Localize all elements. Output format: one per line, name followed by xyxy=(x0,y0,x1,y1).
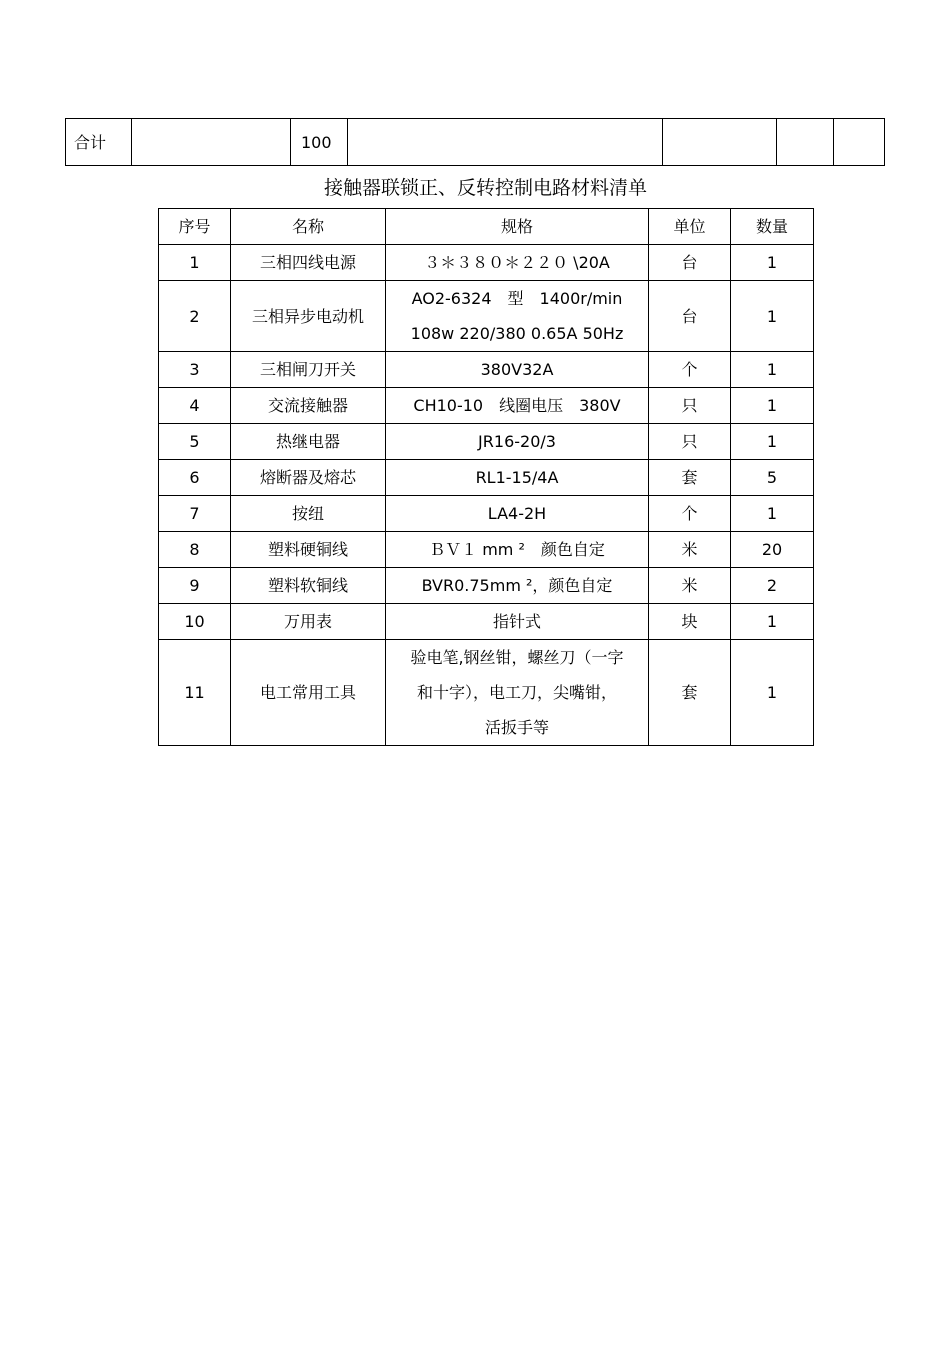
header-no: 序号 xyxy=(159,209,231,245)
cell-no: 4 xyxy=(159,388,231,424)
cell-qty: 1 xyxy=(731,640,814,746)
spec-line: 380V32A xyxy=(480,360,554,379)
header-name: 名称 xyxy=(231,209,386,245)
cell-qty: 1 xyxy=(731,281,814,352)
cell-name: 万用表 xyxy=(231,604,386,640)
header-qty: 数量 xyxy=(731,209,814,245)
cell-unit: 个 xyxy=(649,352,731,388)
total-row xyxy=(66,119,885,166)
cell-unit: 只 xyxy=(649,424,731,460)
header-spec: 规格 xyxy=(386,209,649,245)
cell-name: 三相四线电源 xyxy=(231,245,386,281)
cell-spec xyxy=(386,604,649,640)
cell-no: 9 xyxy=(159,568,231,604)
cell-name: 三相异步电动机 xyxy=(231,281,386,352)
table-row xyxy=(159,496,814,532)
header-unit: 单位 xyxy=(649,209,731,245)
total-cell-empty xyxy=(834,119,885,166)
cell-spec xyxy=(386,496,649,532)
spec-line: ３＊３８０＊２２０ \20A xyxy=(424,253,610,272)
cell-no: 1 xyxy=(159,245,231,281)
cell-spec xyxy=(386,245,649,281)
table-row xyxy=(159,640,814,746)
spec-line: 108w 220/380 0.65A 50Hz xyxy=(410,324,624,343)
cell-qty: 1 xyxy=(731,352,814,388)
total-cell-empty xyxy=(663,119,777,166)
cell-qty: 1 xyxy=(731,424,814,460)
table-header-row xyxy=(159,209,814,245)
cell-spec xyxy=(386,281,649,352)
cell-unit: 套 xyxy=(649,640,731,746)
cell-unit: 块 xyxy=(649,604,731,640)
total-cell-empty xyxy=(348,119,663,166)
cell-qty: 2 xyxy=(731,568,814,604)
cell-spec xyxy=(386,388,649,424)
spec-line: 和十字），电工刀，尖嘴钳， xyxy=(416,683,617,702)
cell-unit: 只 xyxy=(649,388,731,424)
table-row xyxy=(159,424,814,460)
table-row xyxy=(159,532,814,568)
cell-name: 熔断器及熔芯 xyxy=(231,460,386,496)
cell-no: 6 xyxy=(159,460,231,496)
spec-line: RL1-15/4A xyxy=(475,468,559,487)
cell-spec xyxy=(386,568,649,604)
cell-qty: 5 xyxy=(731,460,814,496)
document-title: 接触器联锁正、反转控制电路材料清单 xyxy=(323,177,647,199)
cell-spec xyxy=(386,460,649,496)
table-row xyxy=(159,568,814,604)
total-table xyxy=(65,118,885,166)
cell-qty: 1 xyxy=(731,604,814,640)
total-cell-empty xyxy=(132,119,291,166)
spec-line: 指针式 xyxy=(492,612,541,631)
spec-line: JR16-20/3 xyxy=(478,432,556,451)
cell-qty: 1 xyxy=(731,496,814,532)
cell-spec xyxy=(386,640,649,746)
cell-spec xyxy=(386,424,649,460)
cell-name: 三相闸刀开关 xyxy=(231,352,386,388)
spec-line: BVR0.75mm ²，颜色自定 xyxy=(421,576,613,595)
cell-no: 11 xyxy=(159,640,231,746)
table-row xyxy=(159,245,814,281)
cell-no: 3 xyxy=(159,352,231,388)
table-row xyxy=(159,388,814,424)
cell-name: 交流接触器 xyxy=(231,388,386,424)
cell-no: 8 xyxy=(159,532,231,568)
table-row xyxy=(159,460,814,496)
cell-qty: 1 xyxy=(731,388,814,424)
cell-name: 塑料硬铜线 xyxy=(231,532,386,568)
cell-unit: 个 xyxy=(649,496,731,532)
total-amount: 100 xyxy=(291,119,348,166)
cell-spec xyxy=(386,532,649,568)
cell-name: 按纽 xyxy=(231,496,386,532)
cell-no: 10 xyxy=(159,604,231,640)
total-cell-empty xyxy=(777,119,834,166)
cell-unit: 台 xyxy=(649,281,731,352)
table-row xyxy=(159,604,814,640)
spec-line: CH10-10 线圈电压 380V xyxy=(413,396,621,415)
table-row xyxy=(159,352,814,388)
cell-unit: 米 xyxy=(649,568,731,604)
spec-line: ＢＶ１ mm ² 颜色自定 xyxy=(429,540,605,559)
spec-line: AO2-6324 型 1400r/min xyxy=(411,289,623,308)
cell-name: 电工常用工具 xyxy=(231,640,386,746)
cell-unit: 米 xyxy=(649,532,731,568)
cell-no: 7 xyxy=(159,496,231,532)
materials-table xyxy=(158,208,814,746)
spec-line: LA4-2H xyxy=(487,504,547,523)
cell-qty: 20 xyxy=(731,532,814,568)
cell-unit: 套 xyxy=(649,460,731,496)
cell-name: 塑料软铜线 xyxy=(231,568,386,604)
cell-qty: 1 xyxy=(731,245,814,281)
total-label: 合计 xyxy=(66,119,132,166)
table-row xyxy=(159,281,814,352)
cell-name: 热继电器 xyxy=(231,424,386,460)
cell-spec xyxy=(386,352,649,388)
spec-line: 活扳手等 xyxy=(484,718,549,737)
materials-body xyxy=(159,245,814,746)
cell-no: 5 xyxy=(159,424,231,460)
spec-line: 验电笔,钢丝钳，螺丝刀（一字 xyxy=(410,648,624,667)
cell-no: 2 xyxy=(159,281,231,352)
cell-unit: 台 xyxy=(649,245,731,281)
